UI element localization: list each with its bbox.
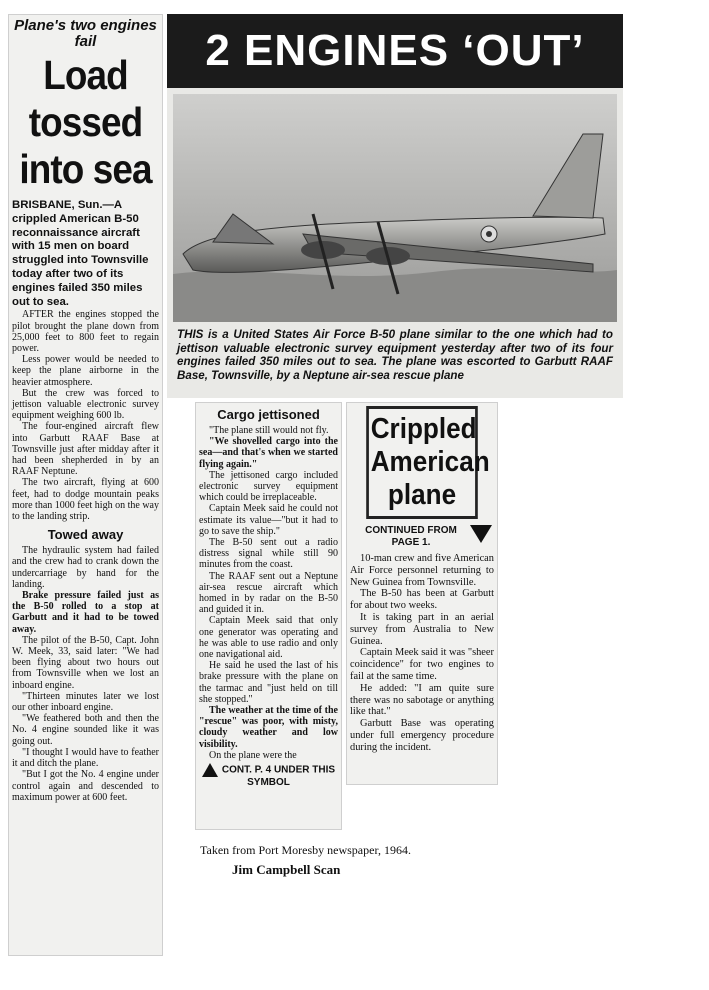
paragraph: The weather at the time of the "rescue" was poor, with misty, cloudy weather and low visibility. [199, 705, 338, 750]
paragraph: The two aircraft, flying at 600 feet, had to dodge mountain peaks more than 1000 feet high on the way to the landing strip. [12, 477, 159, 523]
paragraph: "The plane still would not fly. [209, 425, 329, 436]
continued-notice [195, 763, 342, 789]
paragraph: He added: "I am quite sure there was no sabotage or anything like that." [350, 682, 494, 718]
continued-from-text: CONTINUED FROM PAGE 1. [365, 525, 457, 548]
headline-crippled-plane: Crippled American plane [366, 406, 478, 519]
continued-text: CONT. P. 4 UNDER THIS SYMBOL [221, 764, 336, 789]
subhead-cargo-jettisoned: Cargo jettisoned [217, 407, 320, 422]
paragraph: "But I got the No. 4 engine under control again and descended to maximum power at 600 feet. [12, 769, 159, 803]
paragraph: The four-engined aircraft flew into Garbutt RAAF Base at Townsville just after midday after it had been shepherded in by an RAAF Neptune. [12, 421, 159, 478]
photo-caption: THIS is a United States Air Force B-50 plane similar to the one which had to jettison valuable electronic survey equipment yesterday after two of its four engines failed 350 miles out to sea. The plane was escorted to Garbutt RAAF Base, Townsville, by a Neptune air-sea rescue plane [177, 328, 613, 382]
continuation-symbol-icon [202, 763, 218, 777]
column-2-clipping [195, 402, 342, 830]
scan-credit: Jim Campbell Scan [232, 862, 341, 877]
article-body-1 [8, 309, 163, 522]
article-body-3 [195, 425, 342, 761]
continued-from-notice [346, 525, 498, 549]
column-3-clipping [346, 402, 498, 785]
paragraph: 10-man crew and five American Air Force personnel returning to New Guinea from Townsville. [350, 553, 494, 588]
lead-paragraph: BRISBANE, Sun.—A crippled American B-50 reconnaissance aircraft with 15 men on board struggled into Townsville today after two of its engines failed 350 miles out to sea. [12, 199, 149, 308]
paragraph: On the plane were the [209, 749, 297, 761]
paragraph: Brake pressure failed just as the B-50 rolled to a stop at Garbutt and it had to be towed away. [12, 590, 159, 635]
paragraph: Captain Meek said that only one generator was operating and he was able to use radio and only one navigational aid. [199, 615, 338, 661]
paragraph: The RAAF sent out a Neptune air-sea rescue aircraft which homed in by radar on the B-50 and guided it in. [199, 570, 338, 616]
headline-load-tossed: Load tossed into sea [19, 52, 152, 192]
paragraph: AFTER the engines stopped the pilot brought the plane down from 25,000 feet to 800 feet to regain power. [12, 309, 159, 354]
column-1-clipping [8, 14, 163, 956]
plane-illustration [173, 94, 617, 322]
article-body-4 [346, 553, 498, 754]
paragraph: Garbutt Base was operating under full emergency procedure during the incident. [350, 718, 494, 753]
paragraph: The jettisoned cargo included electronic survey equipment which could be irreplaceable. [199, 469, 338, 504]
paragraph: He said he used the last of his brake pressure with the plane on the tarmac and "just held on till she stopped." [199, 660, 338, 705]
banner-headline: 2 ENGINES ‘OUT’ [167, 14, 623, 88]
paragraph: It is taking part in an aerial survey from Australia to New Guinea. [350, 611, 494, 647]
source-note: Taken from Port Moresby newspaper, 1964. [200, 843, 411, 857]
paragraph: The pilot of the B-50, Capt. John W. Meek, 33, said later: "We had been flying about two hours out from Townsville when we lost an inboard engine. [12, 634, 159, 691]
paragraph: The B-50 sent out a radio distress signal while still 90 minutes from the coast. [199, 537, 338, 571]
paragraph: But the crew was forced to jettison valuable electronic survey equipment weighing 600 lb. [12, 387, 159, 422]
paragraph: Less power would be needed to keep the plane airborne in the heavier atmosphere. [12, 354, 159, 388]
paragraph: The hydraulic system had failed and the crew had to crank down the undercarriage by hand for the landing. [12, 545, 159, 590]
paragraph: Captain Meek said he could not estimate its value—"but it had to go to save the ship." [199, 503, 338, 537]
paragraph: "I thought I would have to feather it and ditch the plane. [12, 746, 159, 770]
paragraph: "We shovelled cargo into the sea—and that's when we started flying again." [199, 436, 338, 470]
b50-plane-photo [173, 94, 617, 322]
paragraph: "We feathered both and then the No. 4 engine sounded like it was going out. [12, 713, 159, 747]
subhead-towed-away: Towed away [47, 527, 124, 543]
paragraph: "Thirteen minutes later we lost our other inboard engine. [12, 690, 159, 714]
paragraph: Captain Meek said it was "sheer coincidence" for two engines to fail at the same time. [350, 647, 494, 682]
kicker: Plane's two engines fail [14, 17, 157, 50]
article-body-2 [8, 545, 163, 803]
photo-banner-clipping [167, 14, 623, 398]
paragraph: The B-50 has been at Garbutt for about two weeks. [350, 588, 494, 612]
continuation-symbol-icon [470, 525, 492, 543]
